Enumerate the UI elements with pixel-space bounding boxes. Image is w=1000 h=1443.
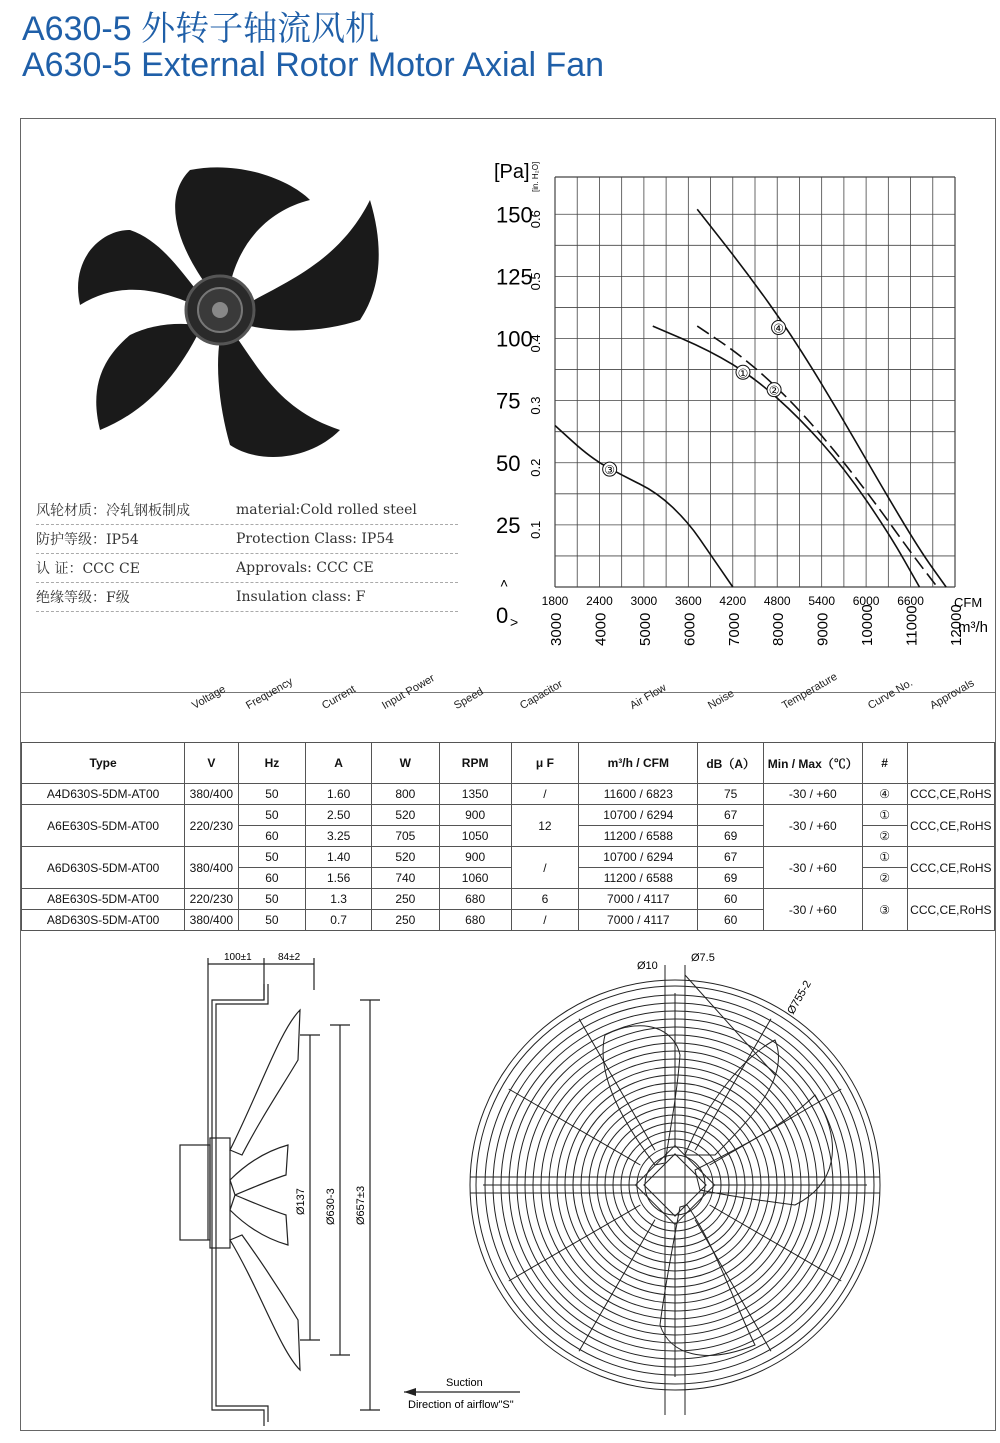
dim-657: Ø657±3 [355,1185,367,1225]
y-tick-label: 0 [496,603,509,628]
cell-hz: 60 [238,868,306,889]
cell-hz: 60 [238,826,306,847]
dim-10: Ø10 [637,960,658,972]
cell-hz: 50 [238,889,306,910]
spec-row-protection [36,525,458,554]
cell-v: 380/400 [185,784,238,805]
fan-image [40,140,380,480]
hdr-temperature: Temperature [780,670,840,712]
x-m3h-tick-label: 11000 [903,605,921,646]
y2-tick-label: 0.1 [528,520,543,539]
airflow-label: Direction of airflow"S" [408,1399,514,1411]
cell-temp: -30 / +60 [764,784,863,805]
cell-v: 380/400 [185,910,238,931]
cell-type: A6D630S-5DM-AT00 [22,847,185,889]
cell-flow: 7000 / 4117 [579,910,698,931]
hdr-frequency: Frequency [244,675,296,712]
cell-rpm: 1050 [439,826,511,847]
cell-w: 250 [371,910,439,931]
cell-hz: 50 [238,805,306,826]
x-cfm-tick-label: 2400 [586,594,613,608]
front-view-drawing [455,945,915,1425]
x-cfm-unit: CFM [954,595,983,610]
curve-label: ② [768,383,780,398]
title-chinese: A630-5 外转子轴流风机 [22,10,380,48]
spec-cn: 防护等级：IP54 [36,532,139,548]
cell-temp: -30 / +60 [764,805,863,847]
y-tick-label: 125 [496,264,533,290]
axis-arrow-up: ˄ [500,575,509,591]
axis-arrow-right: ˃ [510,614,519,630]
cell-type: A8D630S-5DM-AT00 [22,910,185,931]
cell-v: 220/230 [185,805,238,847]
cell-v: 380/400 [185,847,238,889]
x-m3h-tick-label: 7000 [725,612,743,646]
cell-flow: 10700 / 6294 [579,805,698,826]
cell-a: 1.40 [306,847,372,868]
dim-630: Ø630-3 [325,1188,337,1225]
cell-rpm: 1350 [439,784,511,805]
spec-en: Insulation class: F [236,589,366,605]
cell-w: 705 [371,826,439,847]
cell-uf: 12 [511,805,579,847]
spec-cn: 认 证：CCC CE [36,561,140,577]
cell-temp: -30 / +60 [764,889,863,931]
curve-label: ③ [604,463,616,478]
spec-row-insulation [36,583,458,612]
spec-row-material [36,496,458,525]
cell-type: A4D630S-5DM-AT00 [22,784,185,805]
y-axis-label: [Pa] [494,161,530,183]
unit-rpm: RPM [439,743,511,784]
cell-db: 60 [698,910,764,931]
dim-137: Ø137 [295,1188,307,1215]
unit-flow: m³/h / CFM [579,743,698,784]
cell-curve: ① [862,805,907,826]
performance-chart [488,150,996,650]
cell-db: 75 [698,784,764,805]
cell-rpm: 900 [439,847,511,868]
spec-cn: 风轮材质：冷轧钢板制成 [36,503,190,519]
hdr-air-flow: Air Flow [628,681,669,712]
x-cfm-tick-label: 1800 [541,594,569,608]
unit-w: W [371,743,439,784]
cell-uf: / [511,847,579,889]
cell-db: 67 [698,847,764,868]
dim-100: 100±1 [224,952,252,963]
title-english: A630-5 External Rotor Motor Axial Fan [22,46,605,84]
cell-db: 60 [698,889,764,910]
cell-rpm: 680 [439,889,511,910]
cell-uf: 6 [511,889,579,910]
cell-db: 69 [698,868,764,889]
cell-w: 250 [371,889,439,910]
cell-appr: CCC,CE,RoHS [907,847,994,889]
y2-tick-label: 0.6 [528,210,543,229]
cell-rpm: 1060 [439,868,511,889]
cell-uf: / [511,910,579,931]
x-cfm-tick-label: 5400 [808,594,836,608]
cell-w: 800 [371,784,439,805]
curve-label: ④ [773,321,784,336]
cell-a: 2.50 [306,805,372,826]
cell-v: 220/230 [185,889,238,910]
spec-table [21,742,995,931]
spec-row-approvals [36,554,458,583]
cell-curve: ② [862,826,907,847]
y-tick-label: 50 [496,450,521,476]
dim-7-5: Ø7.5 [691,952,715,964]
hdr-voltage: Voltage [190,683,228,712]
y2-axis-label: [in. H₂O] [531,161,540,192]
y-tick-label: 150 [496,202,533,228]
hdr-speed: Speed [452,685,486,712]
cell-w: 520 [371,847,439,868]
dim-755: Ø755-2 [785,978,814,1017]
cell-uf: / [511,784,579,805]
hdr-capacitor: Capacitor [518,678,565,712]
table-row [22,847,995,868]
y2-tick-label: 0.5 [528,272,543,291]
cell-a: 1.60 [306,784,372,805]
cell-appr: CCC,CE,RoHS [907,889,994,931]
cell-a: 1.3 [306,889,372,910]
table-row [22,784,995,805]
y-tick-label: 75 [496,388,521,414]
cell-temp: -30 / +60 [764,847,863,889]
unit-temp: Min / Max（℃） [764,743,863,784]
cell-curve: ④ [862,784,907,805]
cell-w: 520 [371,805,439,826]
cell-a: 0.7 [306,910,372,931]
hdr-approvals: Approvals [928,677,977,712]
cell-appr: CCC,CE,RoHS [907,805,994,847]
suction-label: Suction [446,1377,483,1389]
unit-row [22,743,995,784]
x-cfm-tick-label: 4200 [719,594,747,608]
y-tick-label: 25 [496,512,521,538]
cell-hz: 50 [238,910,306,931]
cell-rpm: 900 [439,805,511,826]
cell-curve: ① [862,847,907,868]
hdr-input-power: Input Power [380,672,437,712]
cell-type: A8E630S-5DM-AT00 [22,889,185,910]
unit-hz: Hz [238,743,306,784]
unit-appr [907,743,994,784]
side-view-drawing [170,940,514,1430]
x-m3h-tick-label: 10000 [859,604,877,646]
unit-v: V [185,743,238,784]
cell-hz: 50 [238,784,306,805]
unit-type: Type [22,743,185,784]
table-top-rule [21,692,995,693]
cell-curve: ② [862,868,907,889]
guard-ring [637,1147,713,1223]
chart-grid [555,177,955,587]
cell-db: 67 [698,805,764,826]
cell-flow: 11200 / 6588 [579,868,698,889]
x-cfm-tick-label: 3000 [630,594,658,608]
cell-w: 740 [371,868,439,889]
x-m3h-tick-label: 12000 [948,604,965,646]
x-m3h-tick-label: 9000 [814,612,832,646]
x-m3h-tick-label: 8000 [770,612,788,646]
cell-a: 3.25 [306,826,372,847]
x-m3h-unit: m³/h [958,619,988,636]
curve-label: ① [737,366,749,381]
x-m3h-tick-label: 4000 [592,612,610,646]
guard-ring [629,1139,721,1231]
x-m3h-tick-label: 6000 [681,612,699,646]
hdr-current: Current [320,683,358,712]
x-cfm-tick-label: 6000 [852,594,880,608]
x-m3h-tick-label: 5000 [636,612,654,646]
curve-line-1 [653,326,920,587]
y2-tick-label: 0.3 [528,396,543,415]
unit-curve: # [862,743,907,784]
unit-a: A [306,743,372,784]
spec-en: material:Cold rolled steel [236,502,417,518]
cell-flow: 11600 / 6823 [579,784,698,805]
x-cfm-tick-label: 4800 [763,594,791,608]
cell-db: 69 [698,826,764,847]
cell-rpm: 680 [439,910,511,931]
table-row [22,889,995,910]
x-cfm-tick-label: 6600 [897,594,924,608]
y2-tick-label: 0.4 [528,334,543,353]
hdr-noise: Noise [706,687,737,712]
cell-flow: 10700 / 6294 [579,847,698,868]
spec-list [36,496,458,612]
hdr-curve-no: Curve No. [866,676,915,712]
x-m3h-tick-label: 3000 [548,612,565,646]
y-tick-label: 100 [496,326,533,352]
unit-uf: μ F [511,743,579,784]
spec-cn: 绝缘等级：F级 [36,590,130,606]
cell-appr: CCC,CE,RoHS [907,784,994,805]
spec-en: Protection Class: IP54 [236,531,395,547]
cell-type: A6E630S-5DM-AT00 [22,805,185,847]
spec-en: Approvals: CCC CE [236,560,374,576]
cell-curve: ③ [862,889,907,931]
x-cfm-tick-label: 3600 [674,594,702,608]
y2-tick-label: 0.2 [528,458,543,477]
cell-flow: 7000 / 4117 [579,889,698,910]
unit-db: dB（A） [698,743,764,784]
table-row [22,805,995,826]
cell-hz: 50 [238,847,306,868]
dim-84: 84±2 [278,952,301,963]
cell-flow: 11200 / 6588 [579,826,698,847]
cell-a: 1.56 [306,868,372,889]
